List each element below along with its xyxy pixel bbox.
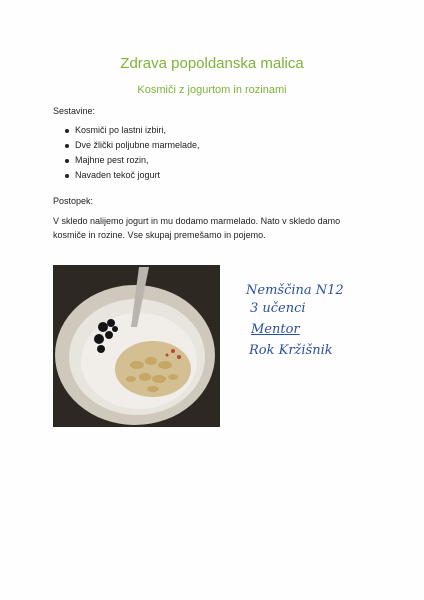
list-item: Navaden tekoč jogurt: [65, 168, 200, 183]
food-photo: [53, 265, 220, 427]
handwritten-mentor-name: Rok Kržišnik: [249, 343, 333, 358]
ingredients-heading: Sestavine:: [53, 106, 96, 116]
ingredients-list: [53, 123, 200, 183]
handwritten-mentor-label: Mentor: [251, 322, 300, 337]
list-item: Dve žlički poljubne marmelade,: [65, 138, 200, 153]
bowl-image: [53, 265, 220, 427]
procedure-heading: Postopek:: [53, 196, 94, 206]
list-item: Kosmiči po lastni izbiri,: [65, 123, 200, 138]
handwritten-students: 3 učenci: [250, 301, 306, 316]
page-title: Zdrava popoldanska malica: [120, 55, 304, 72]
procedure-text: V skledo nalijemo jogurt in mu dodamo marmelado. Nato v skledo damo kosmiče in rozine. Vse skupaj premešamo in pojemo.: [53, 216, 341, 240]
page-subtitle: Kosmiči z jogurtom in rozinami: [137, 84, 287, 96]
list-item: Majhne pest rozin,: [65, 153, 200, 168]
handwritten-class: Nemščina N12: [246, 283, 344, 298]
